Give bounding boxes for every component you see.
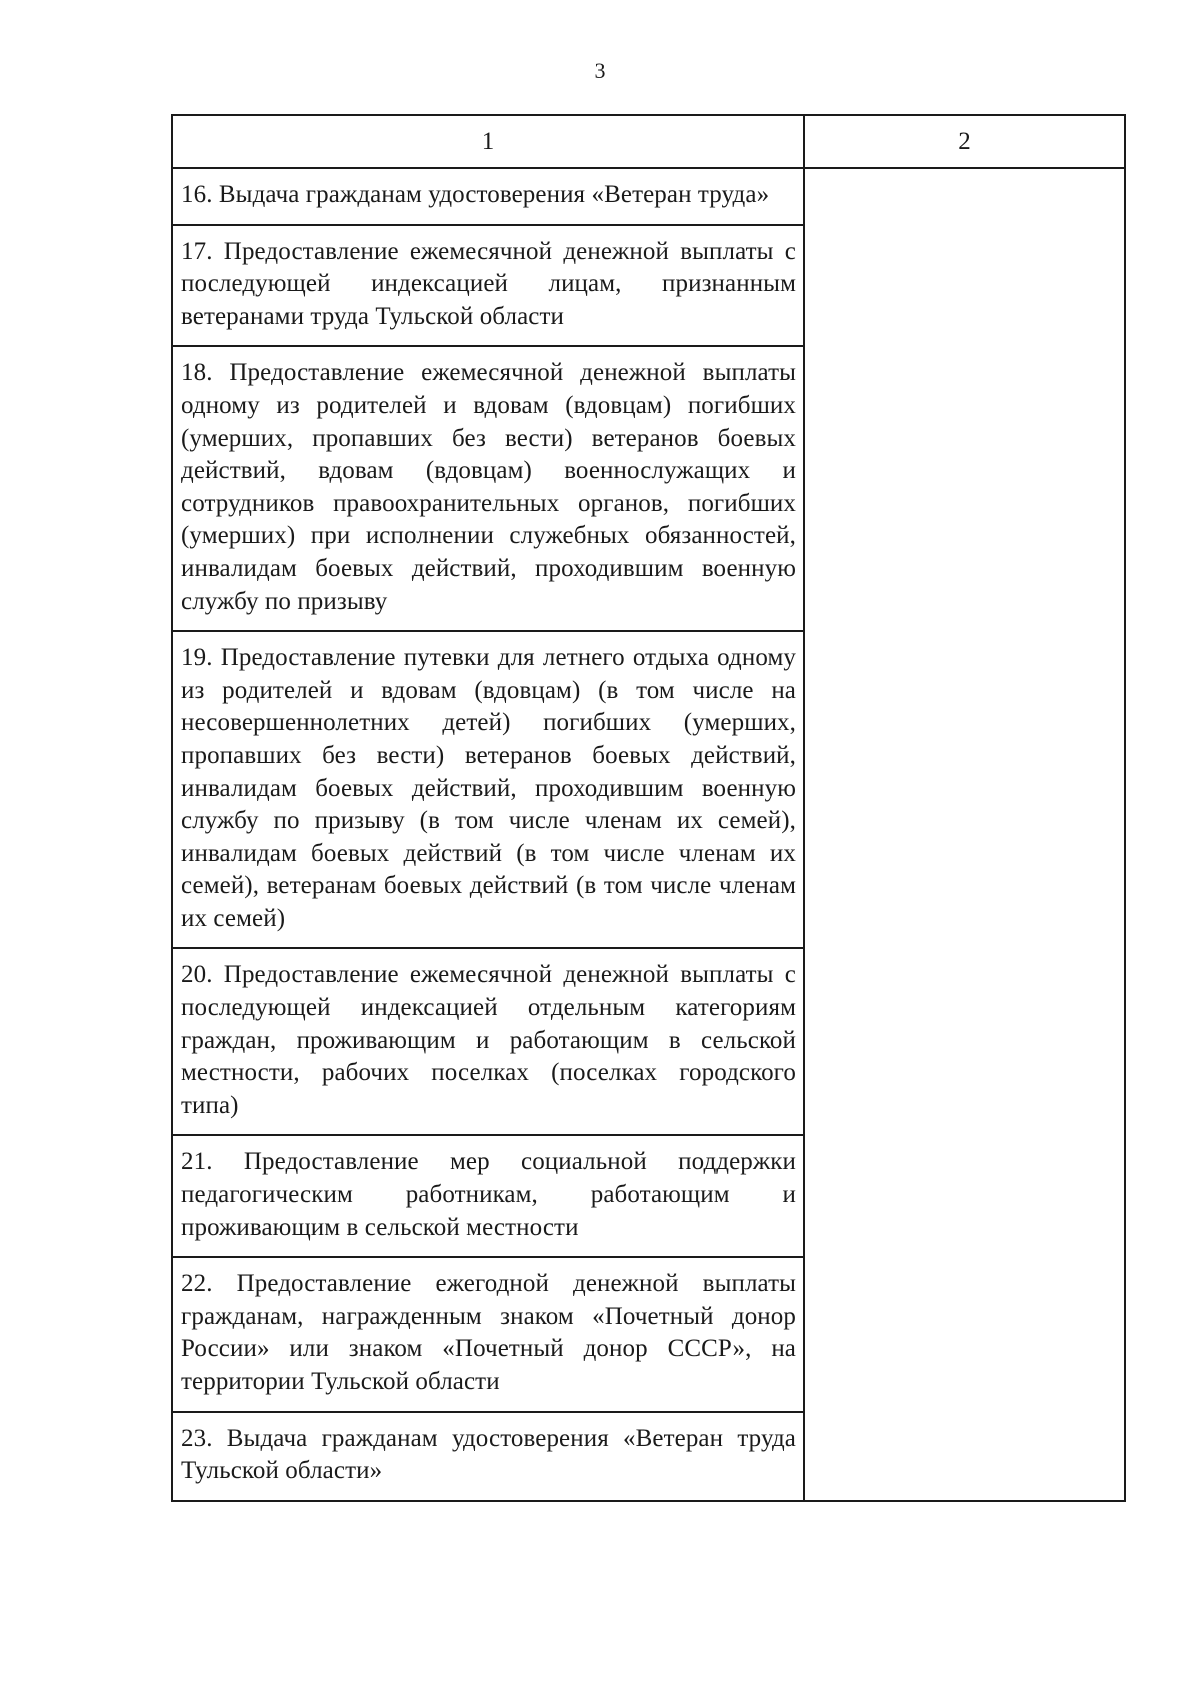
row-item-18: 18. Предоставление ежемесячной денежной выплаты одному из родителей и вдовам (вдовцам) погибших (умерших, пропавших без вести) ветеранов боевых действий, вдовам (вдовцам) военнослужащих и сотрудников правоохранительных органов, погибших (умерших) при исполнении служебных обязанностей, инвалидам боевых действий, проходившим военную службу по призыву xyxy=(172,346,804,631)
row-item-17: 17. Предоставление ежемесячной денежной выплаты с последующей индексацией лицам, признанным ветеранами труда Тульской области xyxy=(172,225,804,347)
row-item-20: 20. Предоставление ежемесячной денежной выплаты с последующей индексацией отдельным категориям граждан, проживающим и работающим в сельской местности, рабочих поселках (поселках городского типа) xyxy=(172,948,804,1135)
row-item-22: 22. Предоставление ежегодной денежной выплаты гражданам, награжденным знаком «Почетный донор России» или знаком «Почетный донор СССР», на территории Тульской области xyxy=(172,1257,804,1411)
header-col-2: 2 xyxy=(804,115,1125,168)
services-table xyxy=(171,114,1126,1502)
table-header-row xyxy=(172,115,1125,168)
row-item-16: 16. Выдача гражданам удостоверения «Ветеран труда» xyxy=(172,168,804,225)
table-row xyxy=(172,168,1125,225)
col-2-cell xyxy=(804,168,1125,1501)
row-item-23: 23. Выдача гражданам удостоверения «Ветеран труда Тульской области» xyxy=(172,1412,804,1501)
page-number: 3 xyxy=(594,58,606,83)
header-col-1: 1 xyxy=(172,115,804,168)
row-item-19: 19. Предоставление путевки для летнего отдыха одному из родителей и вдовам (вдовцам) (в том числе на несовершеннолетних детей) погибших (умерших, пропавших без вести) ветеранов боевых действий, инвалидам боевых действий, проходившим военную службу по призыву (в том числе членам их семей), инвалидам боевых действий (в том числе членам их семей), ветеранам боевых действий (в том числе членам их семей) xyxy=(172,631,804,948)
row-item-21: 21. Предоставление мер социальной поддержки педагогическим работникам, работающим и проживающим в сельской местности xyxy=(172,1135,804,1257)
